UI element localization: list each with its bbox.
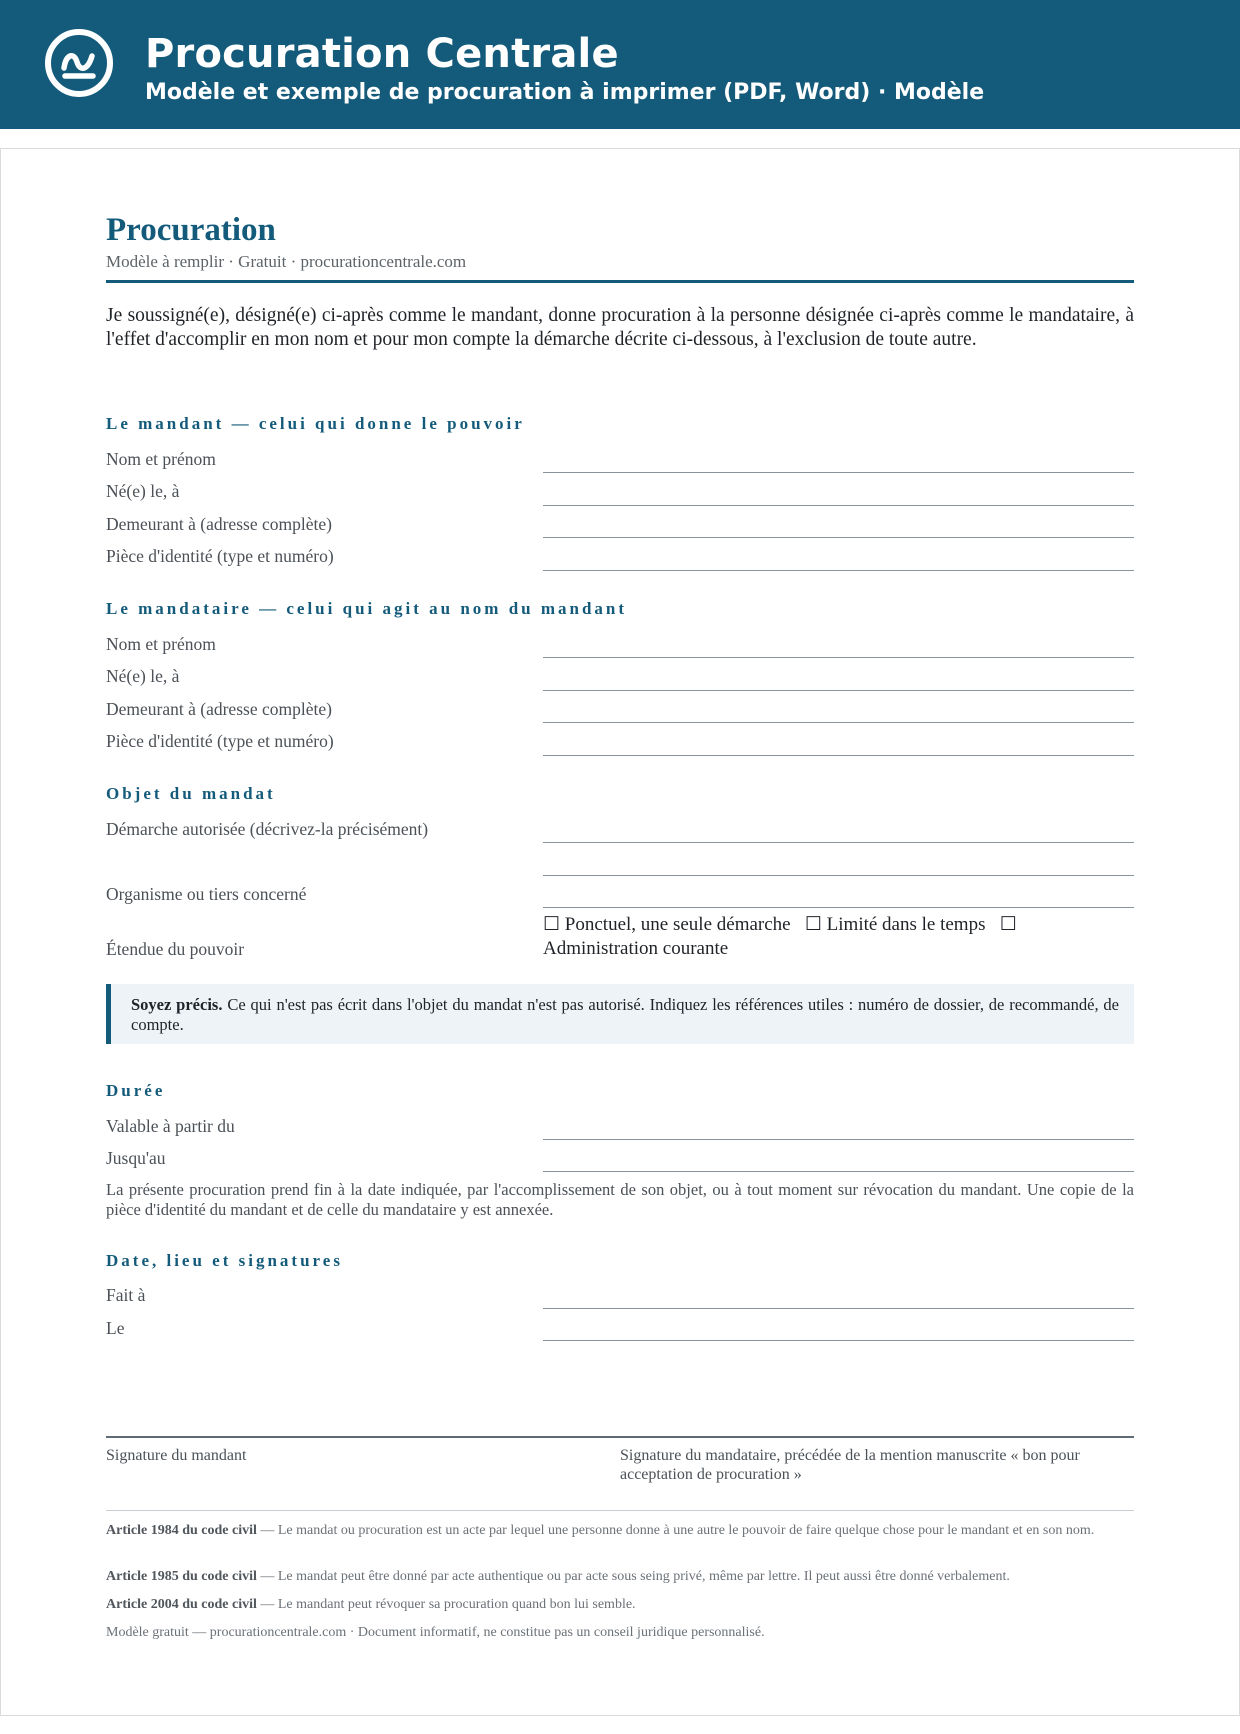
signature-line[interactable]: [106, 1436, 1134, 1438]
title-divider: [106, 280, 1134, 283]
mandataire-name-field[interactable]: [543, 657, 1134, 658]
etendue-label: Étendue du pouvoir: [106, 939, 245, 959]
duree-start-label: Valable à partir du: [106, 1116, 235, 1136]
section-heading-mandataire: Le mandataire — celui qui agit au nom du mandant: [106, 599, 628, 618]
mandant-id-field[interactable]: [543, 570, 1134, 571]
mandant-name-field[interactable]: [543, 472, 1134, 473]
duree-end-label: Jusqu'au: [106, 1148, 166, 1168]
checkbox-icon[interactable]: ☐: [804, 914, 822, 935]
mandant-name-label: Nom et prénom: [106, 449, 216, 469]
document-title: Procuration: [106, 212, 276, 248]
mandant-birth-label: Né(e) le, à: [106, 481, 180, 501]
mandataire-birth-field[interactable]: [543, 690, 1134, 691]
signature-mandataire-label: Signature du mandataire, précédée de la mention manuscrite « bon pour acceptation de procuration »: [620, 1447, 1080, 1483]
site-title: Procuration Centrale: [145, 31, 619, 77]
signature-mandant-label: Signature du mandant: [106, 1447, 247, 1464]
demarche-field-line-1[interactable]: [543, 842, 1134, 843]
article-text: — Le mandat ou procuration est un acte par lequel une personne donne à une autre le pouvoir de faire quelque chose pour le mandant et en son nom.: [256, 1523, 1095, 1538]
mandant-birth-field[interactable]: [543, 505, 1134, 506]
organisme-field[interactable]: [543, 907, 1134, 908]
callout-text: [131, 995, 1119, 1035]
footer-disclaimer: Modèle gratuit — procurationcentrale.com · Document informatif, ne constitue pas un conseil juridique personnalisé.: [106, 1625, 765, 1640]
option-limite[interactable]: [805, 914, 986, 935]
intro-paragraph: Je soussigné(e), désigné(e) ci-après comme le mandant, donne procuration à la personne désignée ci-après comme le mandataire, à l'effet d'accomplir en mon nom et pour mon compte la démarche décrite ci-dessous, à l'exclusion de toute autre.: [106, 305, 1134, 350]
option-limite-label: Limité dans le temps: [826, 914, 986, 935]
article-ref: Article 1984 du code civil: [106, 1523, 257, 1538]
mandant-id-label: Pièce d'identité (type et numéro): [106, 546, 334, 566]
site-subtitle: Modèle et exemple de procuration à imprimer (PDF, Word) · Modèle: [145, 80, 985, 105]
callout-bold: Soyez précis.: [131, 995, 223, 1014]
mandataire-id-label: Pièce d'identité (type et numéro): [106, 731, 334, 751]
duree-start-field[interactable]: [543, 1139, 1134, 1140]
logo-icon: [44, 28, 114, 98]
fait-a-field[interactable]: [543, 1308, 1134, 1309]
section-heading-duree: Durée: [106, 1081, 166, 1100]
article-2004: [106, 1596, 1134, 1614]
mandataire-address-field[interactable]: [543, 722, 1134, 723]
article-ref: Article 1985 du code civil: [106, 1569, 257, 1584]
mandataire-address-label: Demeurant à (adresse complète): [106, 699, 332, 719]
mandant-address-field[interactable]: [543, 537, 1134, 538]
article-text: — Le mandant peut révoquer sa procuration quand bon lui semble.: [256, 1597, 636, 1612]
demarche-label: Démarche autorisée (décrivez-la précisément): [106, 819, 429, 839]
article-text: — Le mandat peut être donné par acte authentique ou par acte sous seing privé, même par lettre. Il peut aussi être donné verbalement.: [256, 1569, 1010, 1584]
articles-divider: [106, 1510, 1134, 1511]
fait-a-label: Fait à: [106, 1285, 146, 1305]
article-1984: [106, 1522, 1134, 1540]
demarche-field-line-2[interactable]: [543, 875, 1134, 876]
checkbox-icon[interactable]: ☐: [999, 914, 1017, 935]
option-ponctuel[interactable]: [543, 914, 791, 935]
duree-end-field[interactable]: [543, 1171, 1134, 1172]
site-header: [0, 0, 1240, 129]
etendue-options: [543, 913, 1063, 961]
date-label: Le: [106, 1318, 125, 1338]
article-ref: Article 2004 du code civil: [106, 1597, 257, 1612]
section-heading-mandant: Le mandant — celui qui donne le pouvoir: [106, 414, 525, 433]
date-field[interactable]: [543, 1340, 1134, 1341]
option-administration-label: Administration courante: [543, 938, 729, 959]
document-subtitle: Modèle à remplir · Gratuit · procurationcentrale.com: [106, 252, 467, 271]
duree-note: La présente procuration prend fin à la date indiquée, par l'accomplissement de son objet, ou à tout moment sur révocation du mandant. Une copie de la pièce d'identité du mandant et de celle du mandataire y est annexée.: [106, 1180, 1134, 1219]
checkbox-icon[interactable]: ☐: [543, 914, 561, 935]
callout-body: Ce qui n'est pas écrit dans l'objet du mandat n'est pas autorisé. Indiquez les références utiles : numéro de dossier, de recommandé, de compte.: [131, 995, 1119, 1034]
precision-callout: [106, 984, 1134, 1044]
organisme-label: Organisme ou tiers concerné: [106, 884, 307, 904]
mandataire-birth-label: Né(e) le, à: [106, 666, 180, 686]
mandant-address-label: Demeurant à (adresse complète): [106, 514, 332, 534]
article-1985: [106, 1568, 1134, 1586]
mandataire-name-label: Nom et prénom: [106, 634, 216, 654]
section-heading-objet: Objet du mandat: [106, 784, 276, 803]
mandataire-id-field[interactable]: [543, 755, 1134, 756]
option-ponctuel-label: Ponctuel, une seule démarche: [564, 914, 791, 935]
section-heading-signatures: Date, lieu et signatures: [106, 1251, 343, 1270]
